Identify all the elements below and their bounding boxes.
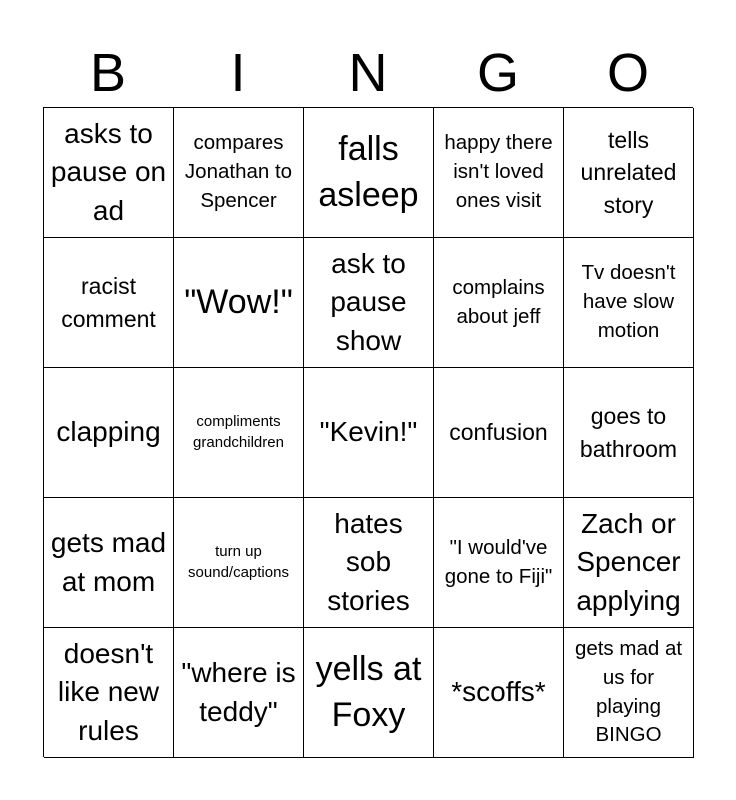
cell-text: ask to pause show bbox=[330, 248, 407, 356]
cell-text: hates sob stories bbox=[327, 508, 410, 616]
cell-text: tells unrelated story bbox=[580, 126, 677, 218]
bingo-cell[interactable] bbox=[434, 628, 564, 758]
cell-text: confusion bbox=[449, 419, 548, 446]
cell-text: complains about jeff bbox=[452, 275, 545, 328]
bingo-cell[interactable] bbox=[304, 108, 434, 238]
bingo-cell[interactable] bbox=[564, 238, 694, 368]
cell-text: *scoffs* bbox=[451, 676, 546, 708]
header-letter-i: I bbox=[230, 43, 246, 103]
bingo-cell[interactable] bbox=[174, 628, 304, 758]
bingo-cell[interactable] bbox=[44, 108, 174, 238]
bingo-cell[interactable] bbox=[304, 368, 434, 498]
bingo-header bbox=[43, 40, 693, 106]
bingo-cell[interactable] bbox=[44, 498, 174, 628]
bingo-cell[interactable] bbox=[304, 628, 434, 758]
bingo-cell[interactable] bbox=[174, 498, 304, 628]
bingo-cell[interactable] bbox=[44, 628, 174, 758]
bingo-cell[interactable] bbox=[434, 108, 564, 238]
cell-text: asks to pause on ad bbox=[50, 118, 167, 226]
header-letter-g: G bbox=[476, 43, 519, 103]
bingo-cell[interactable] bbox=[304, 238, 434, 368]
cell-text: "I would've gone to Fiji" bbox=[444, 535, 553, 588]
bingo-cell[interactable] bbox=[564, 108, 694, 238]
cell-text: "Kevin!" bbox=[319, 416, 418, 448]
cell-text: gets mad at mom bbox=[50, 527, 167, 597]
cell-text: happy there isn't loved ones visit bbox=[444, 131, 553, 212]
bingo-cell[interactable] bbox=[434, 498, 564, 628]
bingo-cell[interactable] bbox=[434, 368, 564, 498]
bingo-cell[interactable] bbox=[304, 498, 434, 628]
cell-text: doesn't like new rules bbox=[57, 638, 160, 746]
header-letter-n: N bbox=[348, 43, 388, 103]
cell-text: racist comment bbox=[61, 272, 156, 332]
cell-text: gets mad at us for playing BINGO bbox=[574, 637, 683, 747]
bingo-cell[interactable] bbox=[564, 498, 694, 628]
bingo-cell[interactable] bbox=[564, 628, 694, 758]
cell-text: compliments grandchildren bbox=[193, 413, 284, 451]
bingo-grid bbox=[43, 107, 693, 757]
bingo-cell[interactable] bbox=[174, 368, 304, 498]
cell-text: compares Jonathan to Spencer bbox=[184, 131, 293, 212]
cell-text: Tv doesn't have slow motion bbox=[581, 261, 676, 342]
cell-text: "where is teddy" bbox=[181, 657, 296, 727]
bingo-cell[interactable] bbox=[174, 238, 304, 368]
cell-text: falls asleep bbox=[318, 129, 419, 214]
bingo-cell[interactable] bbox=[174, 108, 304, 238]
header-letter-b: B bbox=[89, 43, 127, 103]
bingo-cell[interactable] bbox=[44, 368, 174, 498]
bingo-cell[interactable] bbox=[44, 238, 174, 368]
cell-text: goes to bathroom bbox=[579, 402, 678, 462]
cell-text: "Wow!" bbox=[184, 282, 293, 321]
cell-text: Zach or Spencer applying bbox=[576, 508, 681, 616]
cell-text: turn up sound/captions bbox=[188, 543, 289, 581]
cell-text: clapping bbox=[56, 416, 161, 448]
header-letter-o: O bbox=[606, 43, 649, 103]
cell-text: yells at Foxy bbox=[315, 649, 422, 734]
bingo-cell[interactable] bbox=[434, 238, 564, 368]
bingo-cell[interactable] bbox=[564, 368, 694, 498]
